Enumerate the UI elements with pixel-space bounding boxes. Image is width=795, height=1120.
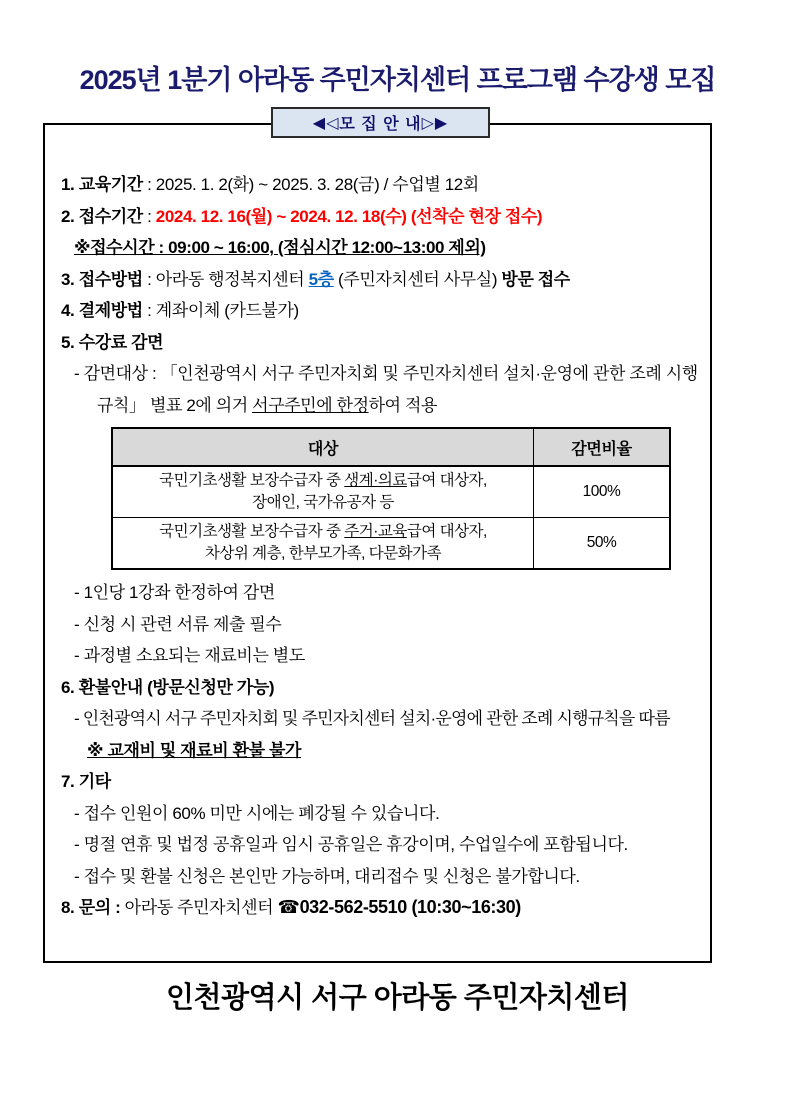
item-text: 계좌이체 (카드불가)	[155, 301, 299, 320]
target-cell	[112, 518, 534, 570]
footer-org-name: 인천광역시 서구 아라동 주민자치센터	[166, 982, 629, 1014]
discount-bullet: - 신청 시 관련 서류 제출 필수	[74, 614, 282, 634]
item-etc	[61, 766, 698, 798]
target-text: 국민기초생활 보장수급자 중	[159, 523, 345, 540]
item-contact	[61, 892, 698, 924]
column-header-rate: 감면비율	[534, 428, 671, 466]
target-text: 급여 대상자,	[406, 472, 487, 489]
separator: :	[142, 175, 156, 194]
method-mid: (주민자치센터 사무실)	[333, 269, 502, 289]
visit-reception: 방문 접수	[501, 269, 570, 289]
refund-restriction	[61, 735, 698, 767]
table-row	[112, 518, 670, 570]
item-refund	[61, 672, 698, 704]
refund-restriction-text: ※ 교재비 및 재료비 환불 불가	[87, 740, 301, 760]
separator: :	[142, 269, 156, 289]
item-education-period	[61, 169, 698, 201]
column-header-target: 대상	[112, 428, 534, 466]
discount-target-post: 하여 적용	[368, 395, 438, 415]
discount-bullet: - 1인당 1강좌 한정하여 감면	[74, 583, 275, 602]
target-text: 급여 대상자,	[406, 523, 487, 540]
item-payment-method	[61, 295, 698, 327]
target-line2: 차상위 계층, 한부모가족, 다문화가족	[204, 545, 442, 562]
right-arrows-icon: ▷▶	[421, 114, 449, 132]
refund-rule: - 인천광역시 서구 주민자치회 및 주민자치센터 설치·운영에 관한 조례 시행규칙을 따름	[74, 709, 670, 728]
item-label: 2. 접수기간	[61, 206, 143, 226]
target-cell	[112, 466, 534, 518]
separator: :	[142, 301, 156, 320]
contact-phone: 032-562-5510 (10:30~16:30)	[299, 897, 521, 917]
discount-table-header-row	[112, 428, 670, 466]
etc-bullet: - 명절 연휴 및 법정 공휴일과 임시 공휴일은 휴강이며, 수업일수에 포함됩니다.	[74, 835, 628, 854]
target-underline: 주거·교육	[344, 523, 407, 540]
separator: :	[142, 206, 156, 226]
contact-org: 아라동 주민자치센터	[124, 898, 278, 917]
discount-target-underline: 서구주민에 한정	[252, 395, 369, 415]
phone-icon: ☎	[277, 897, 300, 917]
notice-content	[45, 125, 710, 924]
discount-table	[111, 427, 671, 570]
item-label: 5. 수강료 감면	[61, 332, 164, 352]
discount-target-pre: - 감면대상 : 「인천광역시 서구 주민자치회 및 주민자치센터 설치·운영에 관한 조례 시행규칙」 별표 2에 의거	[74, 364, 698, 415]
notice-box	[43, 123, 712, 963]
item-label: 7. 기타	[61, 772, 111, 791]
rate-cell: 50%	[534, 518, 671, 570]
item-label: 8. 문의	[61, 898, 111, 917]
etc-bullet: - 접수 및 환불 신청은 본인만 가능하며, 대리접수 및 신청은 불가합니다.	[74, 866, 580, 886]
target-line2: 장애인, 국가유공자 등	[252, 494, 394, 511]
separator: :	[110, 898, 125, 917]
item-text: 2025. 1. 2(화) ~ 2025. 3. 28(금) / 수업별 12회	[155, 175, 479, 194]
application-hours-text: ※접수시간 : 09:00 ~ 16:00, (점심시간 12:00~13:00 제외)	[74, 238, 486, 257]
left-arrows-icon: ◀◁	[312, 114, 340, 132]
discount-target	[61, 358, 698, 421]
item-label: 3. 접수방법	[61, 269, 143, 289]
banner-label: 모 집 안 내	[339, 116, 422, 133]
table-row	[112, 466, 670, 518]
etc-bullet: - 접수 인원이 60% 미만 시에는 폐강될 수 있습니다.	[74, 803, 440, 823]
application-note: (선착순 현장 접수)	[406, 206, 543, 226]
rate-cell: 100%	[534, 466, 671, 518]
item-discount	[61, 327, 698, 359]
recruitment-guide-banner	[271, 107, 490, 138]
item-application-method	[61, 264, 698, 296]
target-text: 국민기초생활 보장수급자 중	[159, 472, 345, 489]
method-pre: 아라동 행정복지센터	[155, 269, 309, 289]
item-label: 4. 결제방법	[61, 301, 143, 320]
floor-highlight: 5층	[308, 269, 334, 289]
item-application-period	[61, 201, 698, 233]
item-label: 1. 교육기간	[61, 175, 143, 194]
application-dates: 2024. 12. 16(월) ~ 2024. 12. 18(수)	[155, 206, 407, 226]
page-title: 2025년 1분기 아라동 주민자치센터 프로그램 수강생 모집	[79, 65, 716, 95]
item-label: 6. 환불안내 (방문신청만 가능)	[61, 677, 275, 697]
target-underline: 생계·의료	[344, 472, 407, 489]
discount-bullet: - 과정별 소요되는 재료비는 별도	[74, 646, 305, 665]
application-hours	[61, 232, 698, 264]
